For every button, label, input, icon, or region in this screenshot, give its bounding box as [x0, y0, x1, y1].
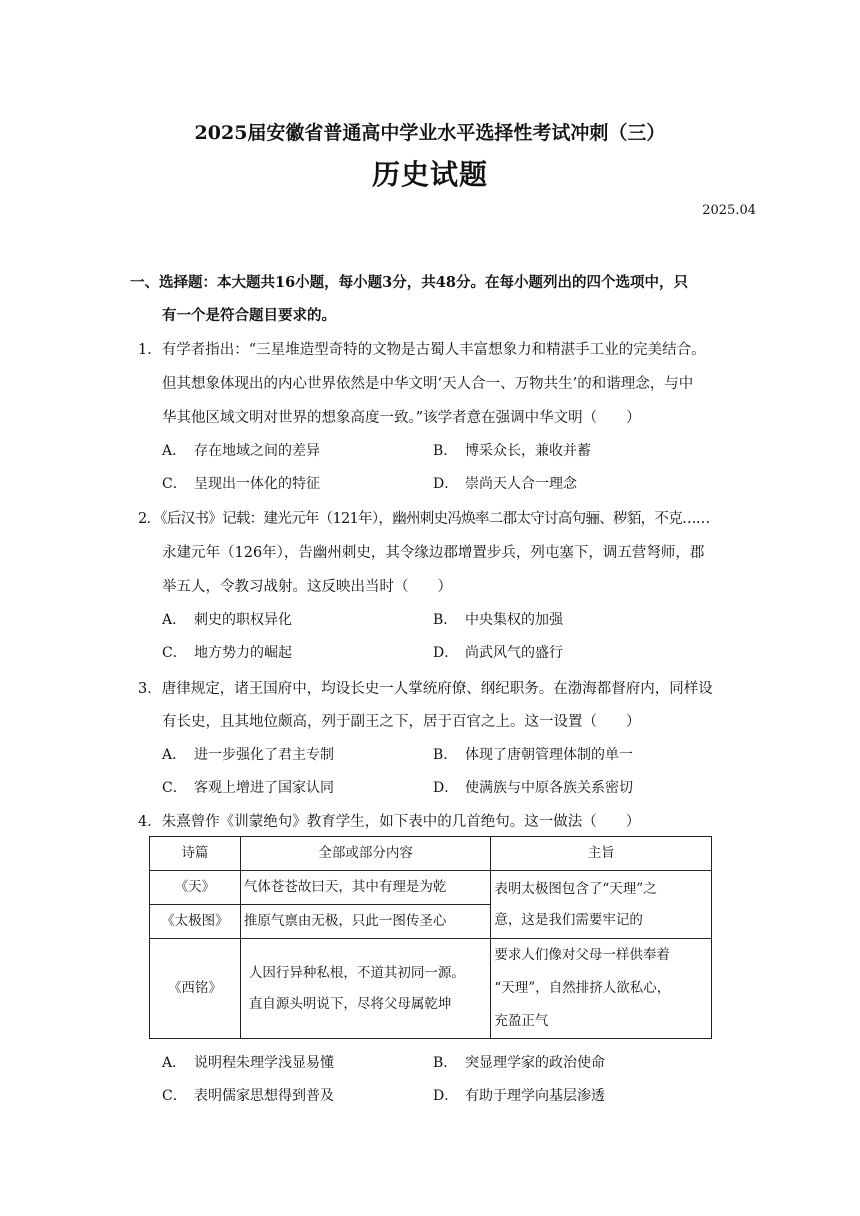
question-1-line1: 1．有学者指出：“三星堆造型奇特的文物是古蜀人丰富想象力和精湛手工业的完美结合。	[138, 342, 706, 358]
poems-table	[149, 836, 712, 1039]
option-a[interactable]: A． 存在地域之间的差异	[162, 443, 320, 459]
poem-title: 《西铭》	[150, 939, 241, 1039]
subject-title: 历史试题	[371, 158, 488, 191]
option-b[interactable]: B． 博采众长，兼收并蓄	[433, 443, 591, 459]
option-d[interactable]: D． 尚武风气的盛行	[433, 645, 563, 661]
question-1-line2: 但其想象体现出的内心世界依然是中华文明‘天人合一、万物共生’的和谐理念，与中	[162, 376, 694, 392]
table-row	[150, 939, 712, 1039]
poem-title: 《太极图》	[150, 905, 241, 939]
option-a[interactable]: A． 刺史的职权异化	[162, 612, 292, 628]
table-header: 主旨	[491, 837, 712, 871]
poem-content: 推原气禀由无极，只此一图传圣心	[240, 905, 491, 939]
poem-theme: 要求人们像对父母一样供奉着 “天理”，自然排挤人欲私心， 充盈正气	[491, 939, 712, 1039]
section-heading-line1: 一、选择题：本大题共16小题，每小题3分，共48分。在每小题列出的四个选项中，只	[130, 274, 688, 291]
table-header: 全部或部分内容	[240, 837, 491, 871]
option-c[interactable]: C． 呈现出一体化的特征	[162, 476, 320, 492]
option-d[interactable]: D． 有助于理学向基层渗透	[433, 1088, 605, 1104]
option-c[interactable]: C． 表明儒家思想得到普及	[162, 1088, 334, 1104]
option-b[interactable]: B． 突显理学家的政治使命	[433, 1055, 605, 1071]
poem-theme: 表明太极图包含了“天理”之 意，这是我们需要牢记的	[491, 871, 712, 939]
exam-title: 2025届安徽省普通高中学业水平选择性考试冲刺（三）	[194, 122, 666, 144]
question-2-line3: 举五人，令教习战射。这反映出当时（ ）	[162, 579, 452, 595]
question-1-line3: 华其他区域文明对世界的想象高度一致。”该学者意在强调中华文明（ ）	[162, 410, 641, 426]
question-4-line1: 4．朱熹曾作《训蒙绝句》教育学生，如下表中的几首绝句。这一做法（ ）	[138, 814, 641, 830]
exam-date: 2025.04	[702, 203, 756, 218]
poem-title: 《天》	[150, 871, 241, 905]
question-2-line1: 2．《后汉书》记载：建光元年（121年），幽州刺史冯焕率二郡太守讨高句骊、秽貊，不克……	[138, 511, 710, 527]
question-3-line2: 有长史，且其地位颇高，列于副王之下，居于百官之上。这一设置（ ）	[162, 714, 641, 730]
option-d[interactable]: D． 崇尚天人合一理念	[433, 476, 577, 492]
poem-content: 人因行异种私根，不道其初同一源。 直自源头明说下，尽将父母属乾坤	[240, 939, 491, 1039]
question-3-line1: 3．唐律规定，诸王国府中，均设长史一人掌统府僚、纲纪职务。在渤海都督府内，同样设	[138, 681, 713, 697]
table-header-row	[150, 837, 712, 871]
option-b[interactable]: B． 体现了唐朝管理体制的单一	[433, 747, 633, 763]
poem-content: 气体苍苍故曰天，其中有理是为乾	[240, 871, 491, 905]
option-d[interactable]: D． 使满族与中原各族关系密切	[433, 780, 633, 796]
option-a[interactable]: A． 说明程朱理学浅显易懂	[162, 1055, 334, 1071]
option-c[interactable]: C． 地方势力的崛起	[162, 645, 292, 661]
question-2-line2: 永建元年（126年），告幽州刺史，其令缘边郡增置步兵，列屯塞下，调五营弩师，郡	[162, 545, 705, 561]
table-row	[150, 871, 712, 905]
option-a[interactable]: A． 进一步强化了君主专制	[162, 747, 334, 763]
table-header: 诗篇	[150, 837, 241, 871]
option-c[interactable]: C． 客观上增进了国家认同	[162, 780, 334, 796]
section-heading-line2: 有一个是符合题目要求的。	[162, 307, 336, 324]
option-b[interactable]: B． 中央集权的加强	[433, 612, 563, 628]
